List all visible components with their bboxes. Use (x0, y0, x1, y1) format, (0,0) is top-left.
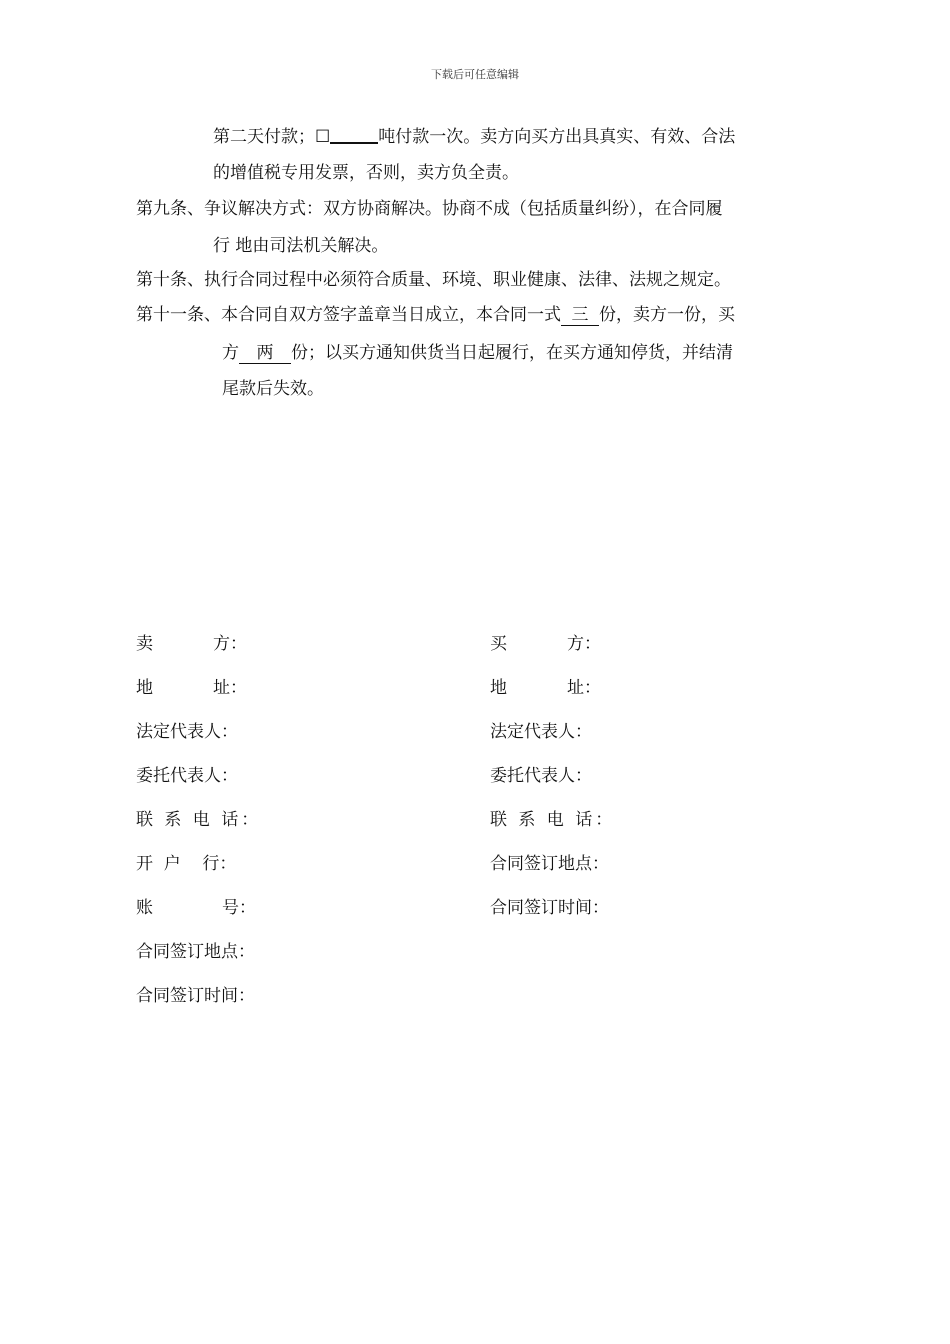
seller-agent-label: 委托代表人： (136, 766, 238, 786)
clause8-text-a: 第二天付款；☐ (213, 127, 331, 147)
clause11-line2 (222, 341, 733, 365)
clause10-line1: 第十条、执行合同过程中必须符合质量、环境、职业健康、法律、法规之规定。 (136, 270, 731, 290)
buyer-sign-time-label: 合同签订时间： (490, 898, 609, 918)
clause9-line2: 行 地由司法机关解决。 (213, 236, 389, 256)
seller-legal-rep-label: 法定代表人： (136, 722, 238, 742)
seller-bank-label: 开 户 行： (136, 854, 237, 874)
copies-buyer: 两 (239, 343, 291, 364)
clause9-line1: 第九条、争议解决方式：双方协商解决。协商不成（包括质量纠纷），在合同履 (136, 199, 723, 219)
clause11-text-d: 份；以买方通知供货当日起履行，在买方通知停货，并结清 (291, 343, 733, 363)
clause8-line1 (213, 124, 735, 149)
buyer-address-label: 址： (567, 678, 601, 698)
clause8-line2: 的增值税专用发票，否则，卖方负全责。 (213, 163, 519, 183)
buyer-address-char-a: 地 (490, 678, 507, 698)
seller-party-label: 方： (213, 634, 247, 654)
seller-sign-place-label: 合同签订地点： (136, 942, 255, 962)
seller-address-char-a: 地 (136, 678, 153, 698)
seller-phone-label: 联 系 电 话： (136, 810, 262, 830)
buyer-sign-place-label: 合同签订地点： (490, 854, 609, 874)
buyer-agent-label: 委托代表人： (490, 766, 592, 786)
seller-account-char-a: 账 (136, 898, 153, 918)
clause8-text-b: 吨付款一次。卖方向买方出具真实、有效、合法 (378, 127, 736, 147)
buyer-party-label: 方： (567, 634, 601, 654)
clause11-text-b: 份，卖方一份，买 (599, 305, 735, 325)
clause11-text-c: 方 (222, 343, 239, 363)
buyer-party-char-a: 买 (490, 634, 507, 654)
page-header-note: 下载后可任意编辑 (431, 68, 519, 81)
copies-total: 三 (561, 305, 599, 326)
seller-sign-time-label: 合同签订时间： (136, 986, 255, 1006)
clause11-text-a: 第十一条、本合同自双方签字盖章当日成立，本合同一式 (136, 305, 561, 325)
buyer-phone-label: 联 系 电 话： (490, 810, 616, 830)
buyer-legal-rep-label: 法定代表人： (490, 722, 592, 742)
clause11-line3: 尾款后失效。 (222, 379, 324, 399)
seller-party-char-a: 卖 (136, 634, 153, 654)
seller-address-label: 址： (213, 678, 247, 698)
clause11-line1 (136, 303, 735, 327)
seller-account-label: 号： (222, 898, 256, 918)
tonnage-blank (330, 124, 378, 144)
